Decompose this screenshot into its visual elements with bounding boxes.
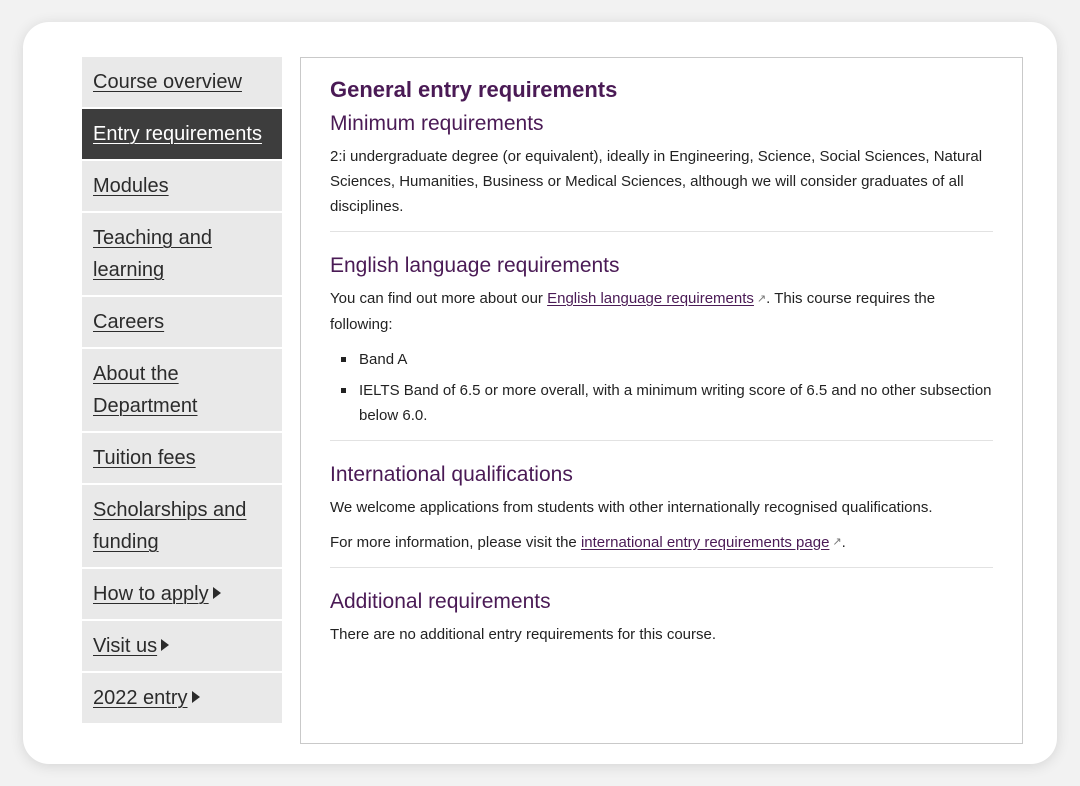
section-heading: International qualifications xyxy=(330,462,573,486)
sidebar-item-2022-entry[interactable]: 2022 entry xyxy=(82,673,282,723)
sidebar-item-tuition-fees[interactable]: Tuition fees xyxy=(82,433,282,483)
english-language-requirements-link[interactable]: English language requirements xyxy=(547,290,754,307)
entry-requirements-panel xyxy=(300,57,1023,744)
sidebar-item-scholarships-and-funding[interactable]: Scholarships and funding xyxy=(82,485,282,567)
section-text: You can find out more about our English language requirements ↗. This course requires the following: xyxy=(330,286,993,337)
sidebar-item-modules[interactable]: Modules xyxy=(82,161,282,211)
divider xyxy=(330,567,993,568)
section-heading: English language requirements xyxy=(330,254,620,277)
international-entry-requirements-link[interactable]: international entry requirements page xyxy=(580,533,830,551)
additional-requirements-section xyxy=(330,588,993,647)
section-heading: Additional requirements xyxy=(330,590,551,614)
triangle-right-icon xyxy=(213,587,221,599)
section-text: For more information, please visit the international entry requirements page ↗. xyxy=(330,530,993,556)
triangle-right-icon xyxy=(192,691,200,703)
sidebar-item-teaching-and-learning[interactable]: Teaching and learning xyxy=(82,213,282,295)
external-link-icon: ↗ xyxy=(832,536,842,549)
sidebar-item-how-to-apply[interactable]: How to apply xyxy=(82,569,282,619)
minimum-requirements-section xyxy=(330,110,993,219)
section-text: We welcome applications from students with other internationally recognised qualifications. xyxy=(330,498,933,516)
english-language-section xyxy=(330,252,993,428)
section-heading: Minimum requirements xyxy=(330,112,544,135)
requirements-list xyxy=(330,347,993,428)
international-qualifications-section xyxy=(330,461,993,556)
sidebar-item-course-overview[interactable]: Course overview xyxy=(82,57,282,107)
sidebar-item-entry-requirements[interactable]: Entry requirements xyxy=(82,109,282,159)
sidebar-item-visit-us[interactable]: Visit us xyxy=(82,621,282,671)
divider xyxy=(330,440,993,441)
section-text: There are no additional entry requirements for this course. xyxy=(330,626,717,644)
list-item: Band A xyxy=(359,347,993,372)
sidebar-item-careers[interactable]: Careers xyxy=(82,297,282,347)
triangle-right-icon xyxy=(161,639,169,651)
divider xyxy=(330,231,993,232)
section-text: 2:i undergraduate degree (or equivalent), ideally in Engineering, Science, Social Sciences, Natural Sciences, Humanities, Business or Medical Sciences, although we will consider graduates of all disciplines. xyxy=(330,148,983,215)
course-sidebar-nav xyxy=(82,57,282,725)
page-title: General entry requirements xyxy=(330,77,618,102)
sidebar-item-about-the-department[interactable]: About the Department xyxy=(82,349,282,431)
list-item: IELTS Band of 6.5 or more overall, with a minimum writing score of 6.5 and no other subsection below 6.0. xyxy=(359,378,993,428)
external-link-icon: ↗ xyxy=(756,292,767,305)
